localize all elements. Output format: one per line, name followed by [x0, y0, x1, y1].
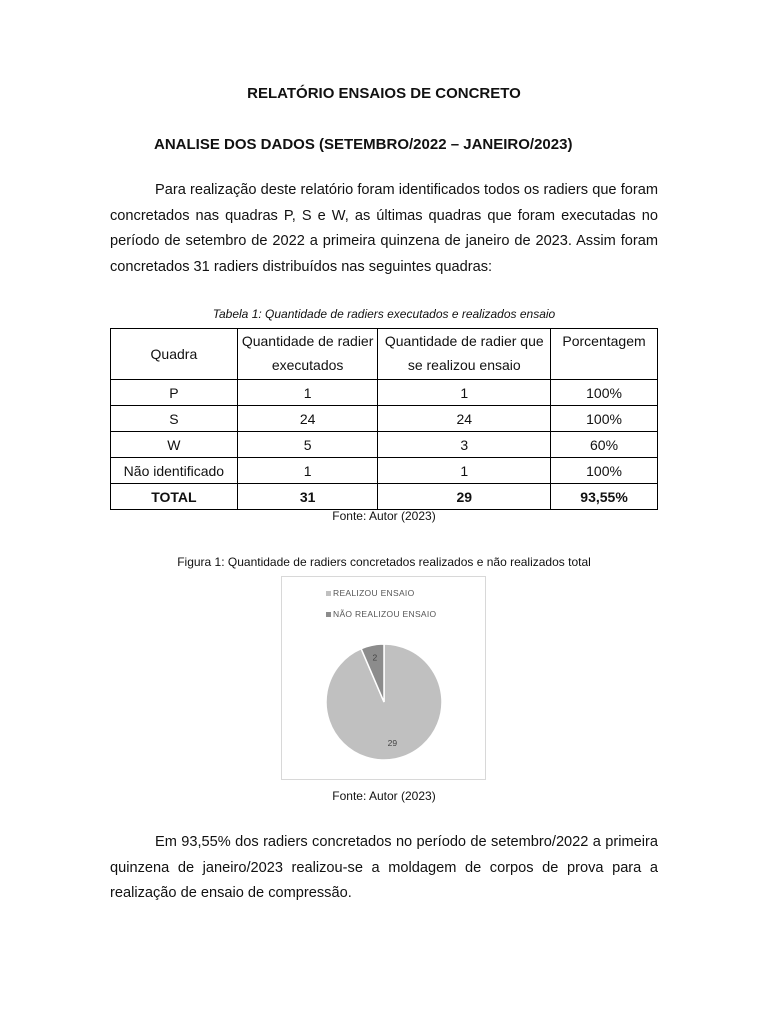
table-row: [111, 406, 658, 432]
cell-ensaio: 24: [378, 406, 551, 432]
header-porcentagem: Porcentagem: [551, 329, 658, 380]
header-executados: Quantidade de radier executados: [237, 329, 378, 380]
total-porcentagem: 93,55%: [551, 484, 658, 510]
figure-source: Fonte: Autor (2023): [332, 789, 436, 803]
legend-label-nao-realizou: NÃO REALIZOU ENSAIO: [333, 609, 437, 619]
legend-label-realizou: REALIZOU ENSAIO: [333, 588, 415, 598]
cell-executados: 1: [237, 380, 378, 406]
cell-porcentagem: 100%: [551, 380, 658, 406]
document-title: RELATÓRIO ENSAIOS DE CONCRETO: [247, 85, 521, 102]
cell-executados: 24: [237, 406, 378, 432]
pie-label-nao-realizou: 2: [372, 652, 378, 663]
table-row: [111, 380, 658, 406]
cell-ensaio: 1: [378, 458, 551, 484]
cell-porcentagem: 60%: [551, 432, 658, 458]
cell-ensaio: 3: [378, 432, 551, 458]
radier-table: [110, 328, 658, 510]
cell-executados: 1: [237, 458, 378, 484]
cell-porcentagem: 100%: [551, 406, 658, 432]
cell-porcentagem: 100%: [551, 458, 658, 484]
pie-chart: [282, 577, 485, 779]
paragraph-conclusion: Em 93,55% dos radiers concretados no período de setembro/2022 a primeira quinzena de janeiro/2023 realizou-se a moldagem de corpos de prova para a realização de ensaio de compressão.: [110, 834, 658, 901]
figure-caption: Figura 1: Quantidade de radiers concretados realizados e não realizados total: [177, 555, 591, 569]
table-caption: Tabela 1: Quantidade de radiers executados e realizados ensaio: [212, 307, 556, 321]
cell-quadra: S: [111, 406, 238, 432]
pie-label-realizou: 29: [387, 737, 398, 748]
cell-quadra: W: [111, 432, 238, 458]
table-source: Fonte: Autor (2023): [332, 509, 436, 523]
total-label: TOTAL: [111, 484, 238, 510]
cell-quadra: Não identificado: [111, 458, 238, 484]
table-header-row: [111, 329, 658, 380]
pie-chart-frame: [281, 576, 486, 780]
total-ensaio: 29: [378, 484, 551, 510]
table-row: [111, 458, 658, 484]
cell-executados: 5: [237, 432, 378, 458]
paragraph-intro: Para realização deste relatório foram identificados todos os radiers que foram concretados nas quadras P, S e W, as últimas quadras que foram executadas no período de setembro de 2022 a primeira quinzena de janeiro de 2023. Assim foram concretados 31 radiers distribuídos nas seguintes quadras:: [110, 182, 658, 275]
cell-quadra: P: [111, 380, 238, 406]
header-ensaio: Quantidade de radier que se realizou ensaio: [378, 329, 551, 380]
header-quadra: Quadra: [111, 329, 238, 380]
total-executados: 31: [237, 484, 378, 510]
table-row: [111, 432, 658, 458]
document-subtitle: ANALISE DOS DADOS (SETEMBRO/2022 – JANEIRO/2023): [154, 136, 573, 153]
table-total-row: [111, 484, 658, 510]
cell-ensaio: 1: [378, 380, 551, 406]
